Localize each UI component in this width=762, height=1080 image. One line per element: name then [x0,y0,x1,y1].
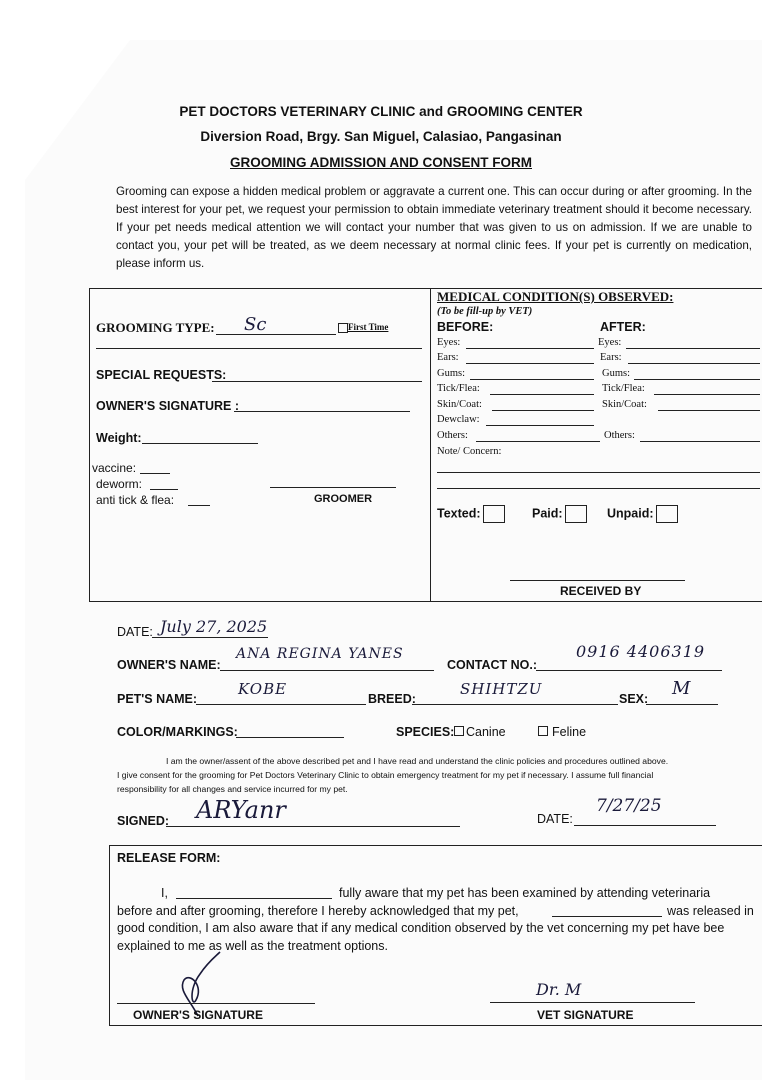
first-time-option[interactable] [338,322,388,333]
species-label: SPECIES: [396,725,455,739]
before-dewclaw-label: Dewclaw: [437,414,480,425]
after-ears-line [628,363,760,364]
owner-sig-line [117,1003,315,1004]
signed-label: SIGNED: [117,814,170,828]
before-dewclaw-line [486,425,594,426]
medical-subtitle: (To be fill-up by VET) [437,306,533,317]
release-title: RELEASE FORM: [117,851,221,865]
groomer-line [270,487,396,488]
unpaid-checkbox[interactable] [656,505,678,523]
vet-sig-line [490,1002,695,1003]
grooming-extra-line [96,348,422,349]
intro-paragraph: Grooming can expose a hidden medical problem or aggravate a current one. This can occur during or after grooming. In the best interest for your pet, we request your permission to obtain immediate veterinary treatment should it become necessary. If your pet needs medical attention we will contact your number that was given to us on admission. If we are unable to contact you, your pet will be treated, as we deem necessary at normal clinic fees. If your pet is currently on medication, please inform us. [116,185,752,270]
clinic-address: Diversion Road, Brgy. San Miguel, Calasiao, Pangasinan [200,129,562,144]
vaccine-label: vaccine: [92,461,137,475]
date-line [152,637,268,638]
note-line-2 [437,488,760,489]
before-ears-label: Ears: [437,352,459,363]
canine-checkbox[interactable] [454,726,464,736]
before-tickflea-label: Tick/Flea: [437,383,480,394]
breed-label: BREED: [368,692,416,706]
pet-name-label: PET'S NAME: [117,692,198,706]
received-by-label: RECEIVED BY [560,584,642,598]
after-others-label: Others: [604,430,635,441]
date2-line [574,825,716,826]
breed-value: SHIHTZU [460,680,543,698]
owner-sig-label: OWNER'S SIGNATURE [133,1008,263,1022]
date-value: July 27, 2025 [160,617,268,636]
deworm-label: deworm: [96,477,143,491]
breed-line [412,704,618,705]
after-gums-line [634,379,760,380]
anti-tick-line [188,505,210,506]
release-pet-line [552,916,662,917]
paid-field[interactable] [532,505,587,523]
date-label: DATE: [117,625,153,639]
before-others-line [476,441,600,442]
after-eyes-line [626,348,760,349]
before-ears-line [466,363,594,364]
after-others-line [640,441,760,442]
release-line-4: explained to me as well as the treatment options. [117,939,388,953]
feline-label: Feline [552,725,587,739]
after-eyes-label: Eyes: [598,337,622,348]
anti-tick-label: anti tick & flea: [96,493,175,507]
owner-signature-label: OWNER'S SIGNATURE : [96,399,240,413]
color-markings-label: COLOR/MARKINGS: [117,725,238,739]
vet-sig-label: VET SIGNATURE [537,1008,634,1022]
weight-line [142,443,258,444]
owner-name-value: ANA REGINA YANES [236,646,404,662]
before-skincoat-line [492,410,594,411]
release-line-3: good condition, I am also aware that if any medical condition observed by the vet concerning my pet have bee [117,921,725,935]
before-tickflea-line [490,394,594,395]
consent-line-1: I am the owner/assent of the above described pet and I have read and understand the clinic policies and procedures outlined above. [166,756,669,766]
contact-line [536,670,722,671]
signed-signature: ARYanr [196,796,286,824]
sex-line [646,704,718,705]
first-time-label: First Time [348,322,389,332]
paid-label: Paid: [532,506,563,521]
before-gums-label: Gums: [437,368,466,379]
date2-label: DATE: [537,812,573,826]
species-canine-option[interactable] [454,725,506,739]
date2-value: 7/27/25 [596,796,662,816]
after-ears-label: Ears: [600,352,622,363]
special-requests-line [212,381,422,382]
release-line-2b: was released in [667,904,754,918]
release-line-1: fully aware that my pet has been examined by attending veterinaria [339,886,711,900]
paid-checkbox[interactable] [565,505,587,523]
texted-label: Texted: [437,506,481,521]
canine-label: Canine [466,725,506,739]
before-eyes-line [466,348,594,349]
owner-name-line [220,670,434,671]
vaccine-line [140,473,170,474]
note-line-1 [437,472,760,473]
unpaid-label: Unpaid: [607,506,654,521]
signed-line [166,826,460,827]
contact-label: CONTACT NO.: [447,658,538,672]
after-heading: AFTER: [600,320,646,334]
sex-label: SEX: [619,692,649,706]
vet-signature-value: Dr. M [536,980,582,999]
sex-value: M [672,678,691,699]
groomer-label: GROOMER [314,493,373,505]
release-i-label: I, [161,886,168,900]
after-tickflea-label: Tick/Flea: [602,383,645,394]
grooming-type-value: Sc [244,314,267,335]
before-others-label: Others: [437,430,468,441]
grooming-type-label: GROOMING TYPE: [96,320,215,335]
owner-name-label: OWNER'S NAME: [117,658,221,672]
consent-line-2: I give consent for the grooming for Pet Doctors Veterinary Clinic to obtain emergency treatment for my pet if necessary. I assume full financial [117,770,654,780]
after-gums-label: Gums: [602,368,631,379]
pet-name-line [196,704,366,705]
weight-label: Weight: [96,431,142,445]
note-concern-label: Note/ Concern: [437,446,502,457]
owner-signature-line [234,411,410,412]
species-feline-option[interactable] [538,725,586,739]
unpaid-field[interactable] [607,505,678,523]
release-line-2a: before and after grooming, therefore I hereby acknowledged that my pet, [117,904,519,918]
special-requests-label: SPECIAL REQUESTS: [96,368,227,382]
color-markings-line [236,737,344,738]
texted-field[interactable] [437,505,505,523]
consent-line-3: responsibility for all changes and service incurred for my pet. [117,784,348,794]
form-title: GROOMING ADMISSION AND CONSENT FORM [230,155,532,170]
feline-checkbox[interactable] [538,726,548,736]
after-skincoat-line [658,410,760,411]
received-by-line [510,580,685,581]
first-time-checkbox[interactable] [338,323,348,333]
before-gums-line [470,379,594,380]
release-name-line [176,898,332,899]
before-eyes-label: Eyes: [437,337,461,348]
box-divider [430,288,431,601]
before-heading: BEFORE: [437,320,494,334]
texted-checkbox[interactable] [483,505,505,523]
after-skincoat-label: Skin/Coat: [602,399,647,410]
grooming-type-line [216,334,336,335]
after-tickflea-line [654,394,760,395]
clinic-name: PET DOCTORS VETERINARY CLINIC and GROOMING CENTER [179,104,583,119]
medical-title: MEDICAL CONDITION(S) OBSERVED: [437,289,674,304]
pet-name-value: KOBE [238,680,288,698]
before-skincoat-label: Skin/Coat: [437,399,482,410]
contact-value: 0916 4406319 [576,642,706,661]
deworm-line [150,489,178,490]
